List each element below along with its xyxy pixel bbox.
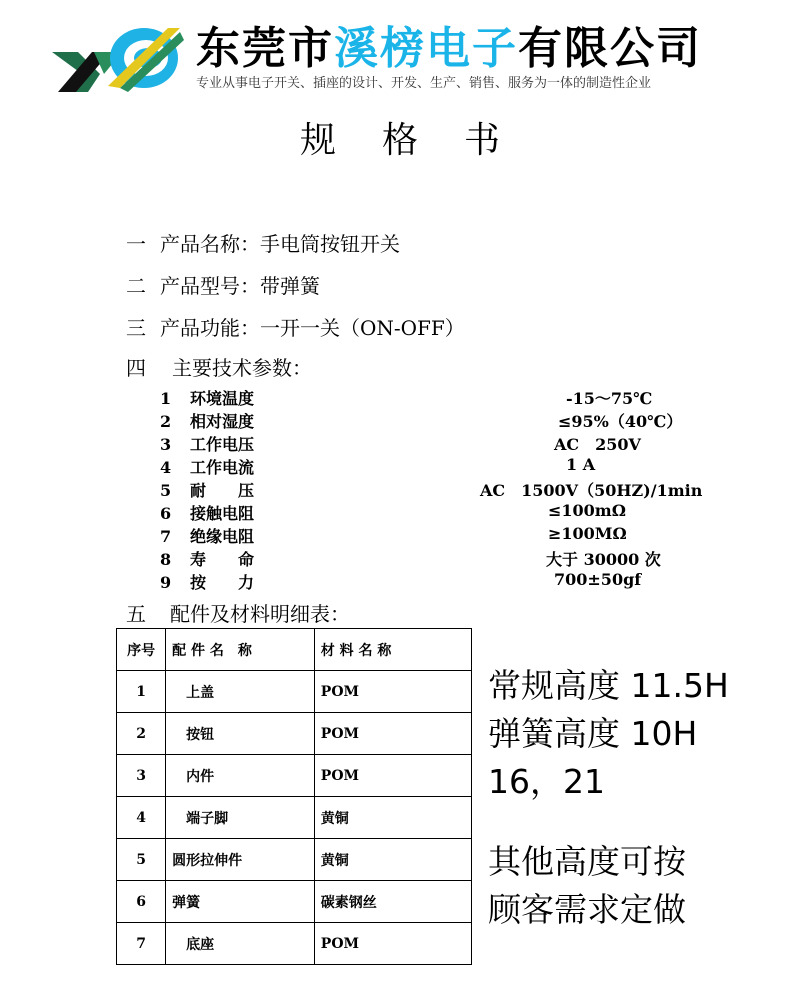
- param-name: 工作电压: [190, 435, 255, 454]
- item-text: 配件及材料明细表：: [170, 602, 350, 626]
- column-header: 配 件 名 称: [166, 629, 315, 671]
- param-value: ≥100MΩ: [548, 524, 627, 543]
- table-row: [117, 839, 472, 881]
- table-cell: 圆形拉伸件: [166, 839, 315, 881]
- param-row: [160, 570, 254, 593]
- param-number: 5: [160, 481, 172, 500]
- table-row: [117, 797, 472, 839]
- param-row: [160, 409, 254, 432]
- param-row: [160, 432, 254, 455]
- tech-params-heading: [126, 352, 326, 381]
- table-cell: 底座: [166, 923, 315, 965]
- param-number: 2: [160, 412, 172, 431]
- param-name: 环境温度: [190, 389, 255, 408]
- param-row: [160, 478, 254, 501]
- table-cell: 黄铜: [314, 797, 471, 839]
- table-cell: POM: [314, 755, 471, 797]
- product-model-line: [126, 270, 334, 299]
- param-number: 4: [160, 458, 172, 477]
- param-row: [160, 386, 254, 409]
- item-text: 主要技术参数：: [172, 356, 312, 380]
- table-cell: 5: [117, 839, 166, 881]
- table-cell: 黄铜: [314, 839, 471, 881]
- table-cell: 内件: [166, 755, 315, 797]
- param-name: 绝缘电阻: [190, 527, 255, 546]
- table-cell: 3: [117, 755, 166, 797]
- company-name: [196, 12, 702, 76]
- company-name-suffix: 有限公司: [518, 23, 702, 74]
- table-cell: 上盖: [166, 671, 315, 713]
- item-number: 一: [126, 232, 146, 256]
- table-cell: 碳素钢丝: [314, 881, 471, 923]
- item-text: 产品型号：带弹簧: [160, 274, 320, 298]
- product-function-line: [126, 312, 479, 341]
- table-row: [117, 881, 472, 923]
- note-standard-height: 常规高度 11.5H: [488, 666, 729, 705]
- column-header: 序号: [117, 629, 166, 671]
- table-cell: 7: [117, 923, 166, 965]
- param-row: [160, 501, 254, 524]
- item-text: 产品名称：手电筒按钮开关: [160, 232, 400, 256]
- param-value: 700±50gf: [554, 570, 642, 589]
- param-value: 大于 30000 次: [546, 550, 661, 569]
- param-row: [160, 547, 254, 570]
- company-name-accent: 溪榜电子: [334, 23, 518, 74]
- param-value: AC 250V: [554, 435, 641, 454]
- column-header: 材 料 名 称: [314, 629, 471, 671]
- param-number: 1: [160, 389, 172, 408]
- table-cell: 1: [117, 671, 166, 713]
- table-row: [117, 713, 472, 755]
- item-number: 四: [126, 356, 146, 380]
- param-number: 3: [160, 435, 172, 454]
- note-spring-height: 弹簧高度 10H: [488, 714, 698, 753]
- table-cell: 4: [117, 797, 166, 839]
- table-cell: POM: [314, 671, 471, 713]
- param-name: 寿 命: [190, 550, 255, 569]
- parts-table: [116, 628, 472, 965]
- note-other-sizes: 16，21: [488, 762, 605, 801]
- company-tagline: 专业从事电子开关、插座的设计、开发、生产、销售、服务为一体的制造性企业: [196, 76, 652, 91]
- table-header-row: [117, 629, 472, 671]
- table-cell: 按钮: [166, 713, 315, 755]
- param-value: AC 1500V（50HZ)/1min: [480, 481, 703, 500]
- item-number: 五: [126, 602, 146, 626]
- param-number: 9: [160, 573, 172, 592]
- table-cell: 6: [117, 881, 166, 923]
- param-value: ≤100mΩ: [548, 501, 626, 520]
- param-name: 接触电阻: [190, 504, 255, 523]
- param-row: [160, 455, 254, 478]
- item-text: 产品功能：一开一关（ON-OFF）: [160, 316, 465, 340]
- param-number: 8: [160, 550, 172, 569]
- item-number: 二: [126, 274, 146, 298]
- table-cell: 2: [117, 713, 166, 755]
- table-row: [117, 755, 472, 797]
- company-logo: [48, 22, 188, 94]
- param-name: 耐 压: [190, 481, 255, 500]
- param-value: ≤95%（40℃）: [558, 412, 683, 431]
- product-name-line: [126, 228, 414, 257]
- param-value: -15～75℃: [566, 389, 653, 408]
- note-custom-height: 其他高度可按: [488, 842, 686, 881]
- param-number: 6: [160, 504, 172, 523]
- table-row: [117, 923, 472, 965]
- table-cell: POM: [314, 713, 471, 755]
- item-number: 三: [126, 316, 146, 340]
- parts-heading: [126, 598, 364, 627]
- table-row: [117, 671, 472, 713]
- table-cell: POM: [314, 923, 471, 965]
- table-cell: 弹簧: [166, 881, 315, 923]
- document-title: 规格书: [300, 120, 547, 161]
- table-cell: 端子脚: [166, 797, 315, 839]
- param-number: 7: [160, 527, 172, 546]
- note-custom-order: 顾客需求定做: [488, 890, 686, 929]
- param-name: 相对湿度: [190, 412, 255, 431]
- param-value: 1 A: [566, 455, 596, 474]
- param-name: 工作电流: [190, 458, 255, 477]
- param-row: [160, 524, 254, 547]
- company-name-prefix: 东莞市: [196, 23, 334, 74]
- param-name: 按 力: [190, 573, 255, 592]
